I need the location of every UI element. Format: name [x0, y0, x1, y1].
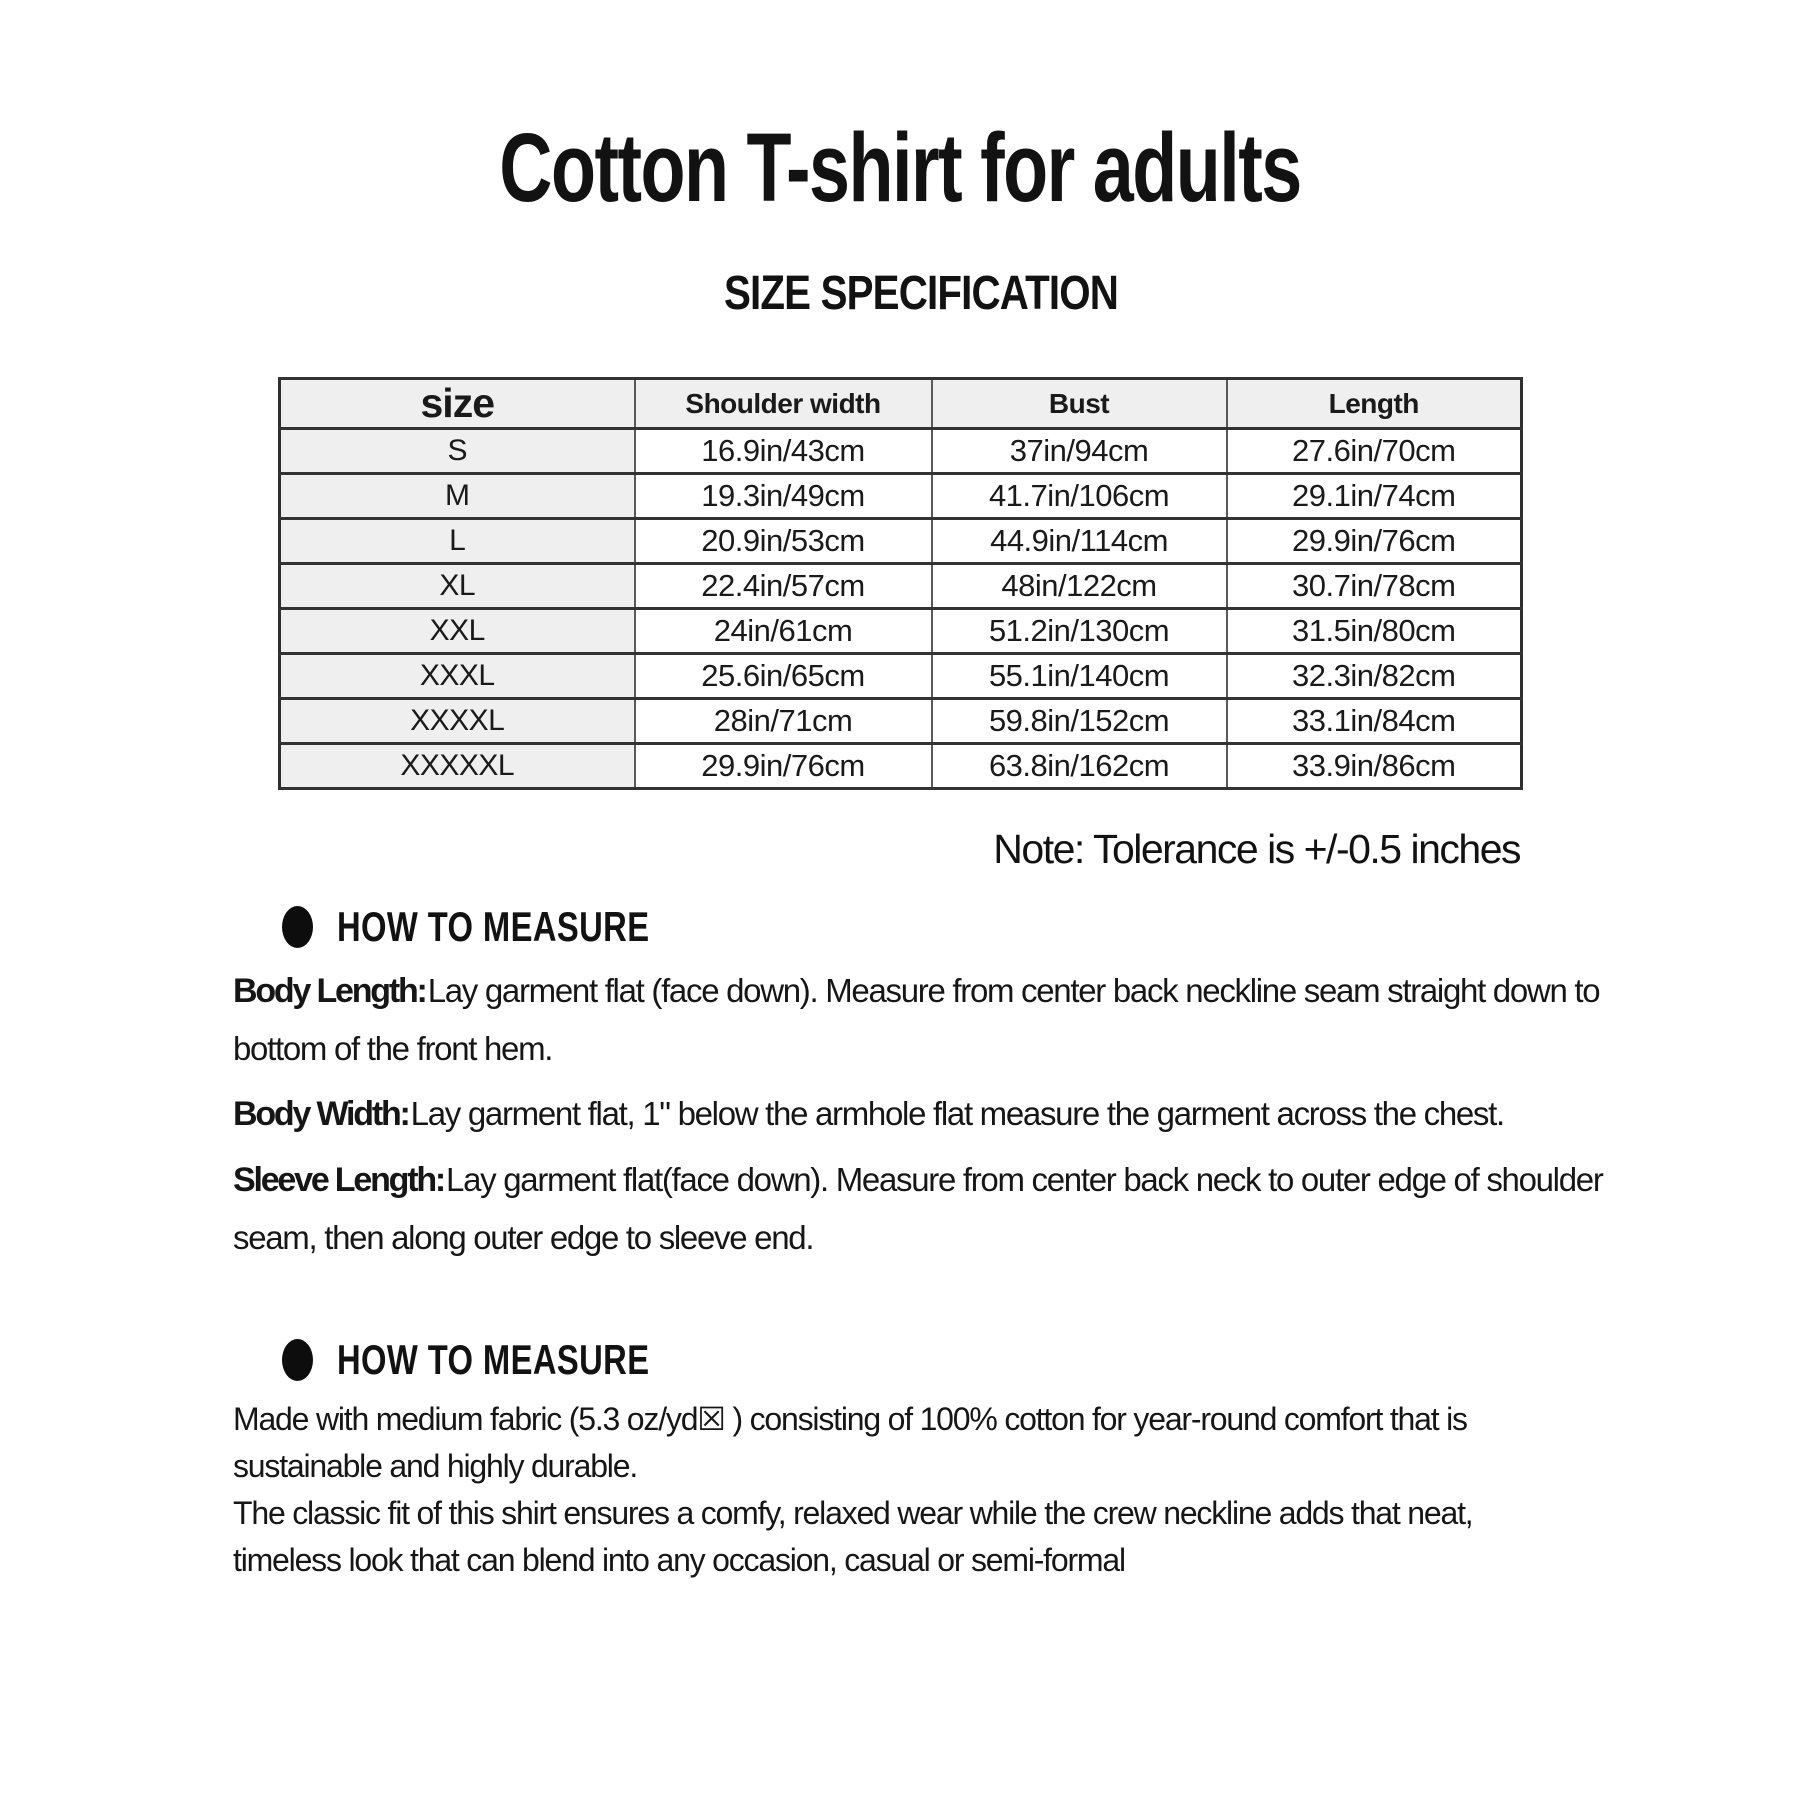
size-table-body — [280, 429, 1522, 789]
filled-circle-bullet-icon — [282, 1339, 313, 1381]
page-title: Cotton T-shirt for adults — [499, 113, 1301, 222]
bust-cell: 51.2in/130cm — [932, 609, 1227, 654]
tolerance-note: Note: Tolerance is +/-0.5 inches — [993, 826, 1520, 872]
table-row — [280, 699, 1522, 744]
length-cell: 31.5in/80cm — [1227, 609, 1522, 654]
table-row — [280, 654, 1522, 699]
column-header-length: Length — [1227, 379, 1522, 429]
shoulder-width-cell: 28in/71cm — [635, 699, 932, 744]
length-cell: 33.9in/86cm — [1227, 744, 1522, 789]
measure-item — [233, 1151, 1653, 1266]
bust-cell: 63.8in/162cm — [932, 744, 1227, 789]
measure-instructions — [233, 962, 1653, 1274]
table-row — [280, 564, 1522, 609]
column-header-shoulder-width: Shoulder width — [635, 379, 932, 429]
size-cell: S — [280, 429, 635, 474]
bust-cell: 41.7in/106cm — [932, 474, 1227, 519]
shoulder-width-cell: 22.4in/57cm — [635, 564, 932, 609]
length-cell: 30.7in/78cm — [1227, 564, 1522, 609]
table-header-row — [280, 379, 1522, 429]
shoulder-width-cell: 25.6in/65cm — [635, 654, 932, 699]
table-row — [280, 609, 1522, 654]
fabric-description-line: sustainable and highly durable. — [233, 1448, 638, 1484]
size-cell: XL — [280, 564, 635, 609]
shoulder-width-cell: 29.9in/76cm — [635, 744, 932, 789]
length-cell: 32.3in/82cm — [1227, 654, 1522, 699]
how-to-measure-heading-1 — [282, 903, 738, 951]
length-cell: 27.6in/70cm — [1227, 429, 1522, 474]
section-heading-label: HOW TO MEASURE — [337, 1336, 650, 1383]
table-row — [280, 519, 1522, 564]
shoulder-width-cell: 24in/61cm — [635, 609, 932, 654]
length-cell: 29.1in/74cm — [1227, 474, 1522, 519]
measure-item-line: Sleeve Length:Lay garment flat(face down). Measure from center back neck to outer edge of shoulder — [233, 1161, 1603, 1199]
fabric-description — [233, 1396, 1653, 1584]
measure-item-line: seam, then along outer edge to sleeve end. — [233, 1219, 814, 1256]
fabric-description-line: timeless look that can blend into any occasion, casual or semi-formal — [233, 1542, 1125, 1578]
size-cell: L — [280, 519, 635, 564]
bust-cell: 37in/94cm — [932, 429, 1227, 474]
measure-item — [233, 962, 1653, 1077]
shoulder-width-cell: 16.9in/43cm — [635, 429, 932, 474]
how-to-measure-heading-2 — [282, 1336, 738, 1384]
measure-item-label: Body Length: — [233, 972, 426, 1010]
fabric-description-line: Made with medium fabric (5.3 oz/yd☒ ) consisting of 100% cotton for year-round comfort that is — [233, 1401, 1467, 1437]
size-cell: M — [280, 474, 635, 519]
length-cell: 29.9in/76cm — [1227, 519, 1522, 564]
table-row — [280, 744, 1522, 789]
shoulder-width-cell: 20.9in/53cm — [635, 519, 932, 564]
bust-cell: 59.8in/152cm — [932, 699, 1227, 744]
filled-circle-bullet-icon — [282, 906, 313, 948]
column-header-size: size — [280, 379, 635, 429]
size-cell: XXXXL — [280, 699, 635, 744]
bust-cell: 48in/122cm — [932, 564, 1227, 609]
column-header-bust: Bust — [932, 379, 1227, 429]
measure-item-label: Sleeve Length: — [233, 1161, 445, 1199]
measure-item-line: Body Width:Lay garment flat, 1" below the armhole flat measure the garment across the chest. — [233, 1095, 1504, 1133]
fabric-description-line: The classic fit of this shirt ensures a comfy, relaxed wear while the crew neckline adds that neat, — [233, 1495, 1473, 1531]
measure-item-line: bottom of the front hem. — [233, 1030, 553, 1067]
bust-cell: 44.9in/114cm — [932, 519, 1227, 564]
size-cell: XXXL — [280, 654, 635, 699]
measure-item-label: Body Width: — [233, 1095, 409, 1133]
measure-item — [233, 1085, 1653, 1143]
section-heading-label: HOW TO MEASURE — [337, 903, 650, 950]
table-row — [280, 429, 1522, 474]
bust-cell: 55.1in/140cm — [932, 654, 1227, 699]
size-specification-heading: SIZE SPECIFICATION — [723, 267, 1119, 320]
size-cell: XXXXXL — [280, 744, 635, 789]
table-row — [280, 474, 1522, 519]
measure-item-line: Body Length:Lay garment flat (face down). Measure from center back neckline seam straight down to — [233, 972, 1600, 1010]
shoulder-width-cell: 19.3in/49cm — [635, 474, 932, 519]
size-specification-table — [278, 377, 1523, 790]
size-cell: XXL — [280, 609, 635, 654]
length-cell: 33.1in/84cm — [1227, 699, 1522, 744]
